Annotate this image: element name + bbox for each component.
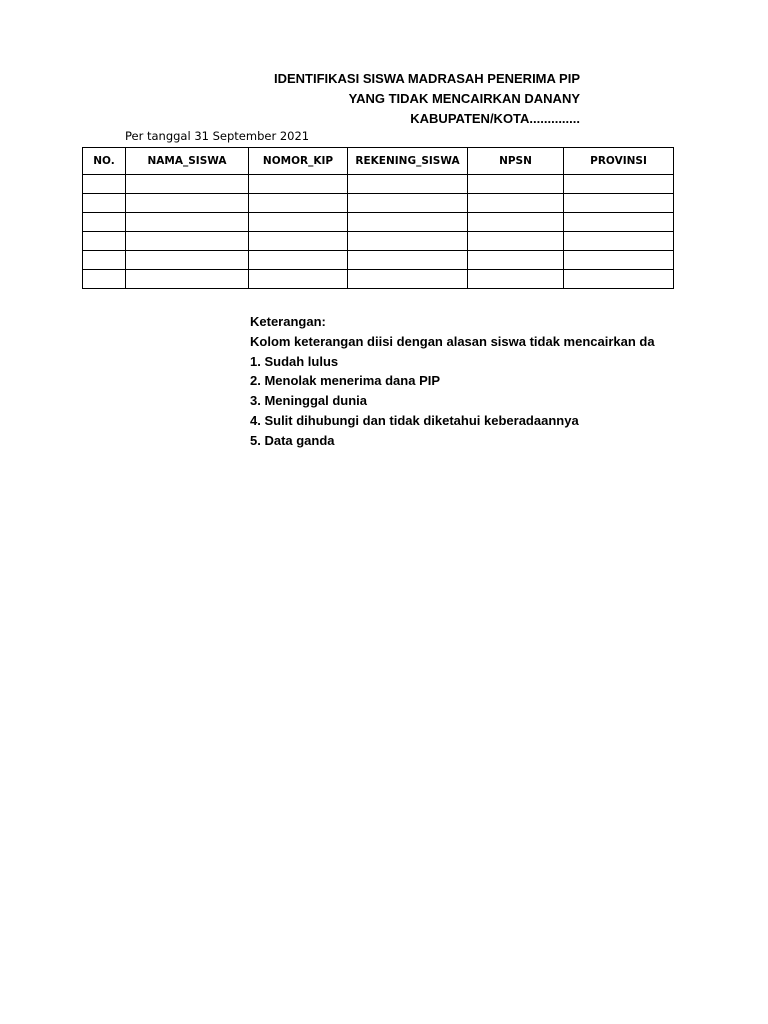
- table-cell: [249, 175, 348, 194]
- table-cell: [126, 251, 249, 270]
- title-line-3: KABUPATEN/KOTA..............: [410, 111, 580, 126]
- column-header-nama-siswa: NAMA_SISWA: [126, 148, 249, 175]
- notes-item-3: 3. Meninggal dunia: [250, 393, 368, 409]
- notes-item-2: 2. Menolak menerima dana PIP: [250, 373, 441, 389]
- notes-item-4: 4. Sulit dihubungi dan tidak diketahui keberadaannya: [250, 412, 579, 428]
- table-cell: [126, 194, 249, 213]
- table-cell: [564, 213, 674, 232]
- table-cell: [468, 175, 564, 194]
- table-cell: [249, 213, 348, 232]
- column-header-no: NO.: [83, 148, 126, 175]
- notes-heading: Keterangan:: [250, 314, 326, 329]
- table-cell: [348, 251, 468, 270]
- table-cell: [348, 194, 468, 213]
- notes-section: [250, 312, 655, 451]
- table-cell: [468, 194, 564, 213]
- notes-item-1: 1. Sudah lulus: [250, 353, 339, 369]
- table-row: [83, 232, 674, 251]
- student-table: [82, 147, 674, 289]
- table-cell: [83, 213, 126, 232]
- table-cell: [249, 270, 348, 289]
- column-header-rekening-siswa: REKENING_SISWA: [348, 148, 468, 175]
- title-line-1: IDENTIFIKASI SISWA MADRASAH PENERIMA PIP: [273, 71, 580, 86]
- table-cell: [348, 232, 468, 251]
- table-cell: [126, 175, 249, 194]
- table-cell: [249, 194, 348, 213]
- table-cell: [83, 232, 126, 251]
- table-cell: [468, 270, 564, 289]
- table-cell: [83, 194, 126, 213]
- column-header-provinsi: PROVINSI: [564, 148, 674, 175]
- table-cell: [126, 213, 249, 232]
- notes-intro: Kolom keterangan diisi dengan alasan siswa tidak mencairkan da: [250, 333, 655, 349]
- table-cell: [564, 194, 674, 213]
- table-header-row: [83, 148, 674, 175]
- title-line-2: YANG TIDAK MENCAIRKAN DANANY: [348, 91, 580, 106]
- table-row: [83, 213, 674, 232]
- table-cell: [126, 270, 249, 289]
- table-cell: [83, 175, 126, 194]
- notes-item-5: 5. Data ganda: [250, 432, 335, 448]
- table-cell: [564, 175, 674, 194]
- table-row: [83, 270, 674, 289]
- table-cell: [564, 251, 674, 270]
- column-header-npsn: NPSN: [468, 148, 564, 175]
- table-cell: [468, 213, 564, 232]
- table-row: [83, 194, 674, 213]
- table-cell: [564, 232, 674, 251]
- date-line: Per tanggal 31 September 2021: [125, 129, 310, 143]
- table-cell: [348, 270, 468, 289]
- table-cell: [564, 270, 674, 289]
- table-cell: [468, 251, 564, 270]
- table-cell: [83, 251, 126, 270]
- table-cell: [348, 175, 468, 194]
- table-cell: [249, 251, 348, 270]
- column-header-nomor-kip: NOMOR_KIP: [249, 148, 348, 175]
- table-cell: [126, 232, 249, 251]
- table-cell: [468, 232, 564, 251]
- table-row: [83, 175, 674, 194]
- table-cell: [249, 232, 348, 251]
- table-cell: [83, 270, 126, 289]
- table-row: [83, 251, 674, 270]
- table-cell: [348, 213, 468, 232]
